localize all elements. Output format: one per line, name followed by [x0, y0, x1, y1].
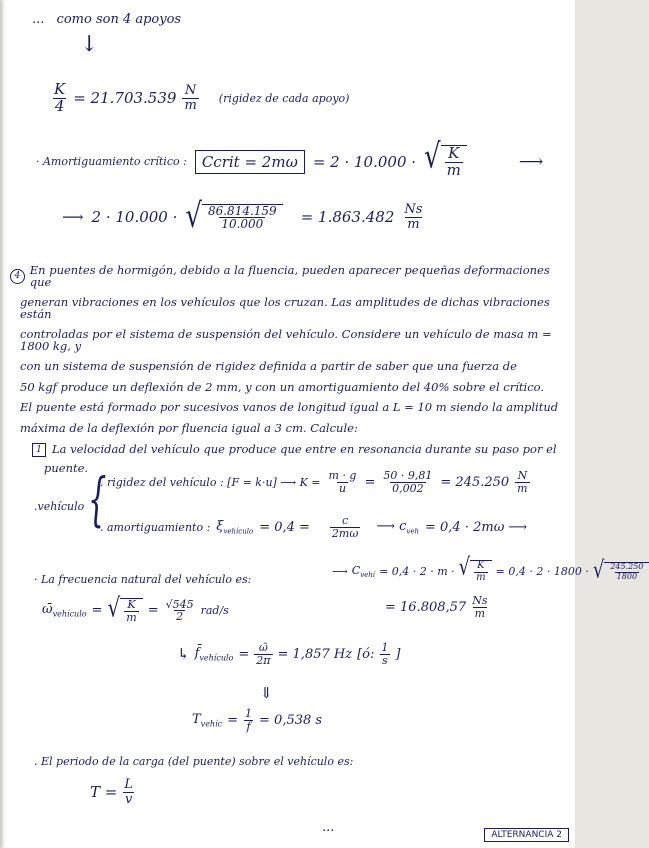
down-arrow: ↓ — [80, 32, 99, 57]
vehicle-damping-line — [100, 515, 527, 539]
freq-val: = 1,857 Hz — [277, 646, 353, 662]
question-1-line-2: puente. — [44, 461, 89, 475]
xi-val: = 0,4 = — [259, 519, 310, 535]
problem-line-6: El puente está formado por sucesivos vanos de longitud igual a L = 10 m siendo la amplitud — [20, 400, 559, 414]
load-period-den: v — [124, 791, 133, 807]
cveh-eq1: = 0,4 · 2 · m · — [379, 565, 455, 578]
cveh-sqrt2-num: 245.250 — [610, 562, 644, 572]
damping-crit-sqrt-den: m — [446, 160, 461, 179]
freq-bracket-close: ] — [395, 646, 401, 662]
period-T: T — [192, 711, 201, 727]
damping-crit-eq: = 2 · 10.000 · — [312, 152, 417, 171]
problem-statement — [10, 265, 565, 443]
c-vehicle-result — [385, 595, 489, 619]
freq-bracket-num: 1 — [381, 641, 389, 654]
damping-result-unit-den: m — [407, 216, 420, 232]
cveh-sqrt-num: K — [477, 560, 485, 571]
period-den: f — [246, 719, 251, 733]
freq-num: ω̄ — [258, 641, 268, 654]
cveh-eq2: = 0,4 · 2 · 1800 · — [495, 565, 589, 578]
damping-crit-sqrt-num: K — [448, 144, 460, 162]
load-period-label: . El periodo de la carga (del puente) sobre el vehículo es: — [34, 755, 354, 768]
omega-eq1: = — [91, 603, 103, 619]
problem-line-2: generan vibraciones en los vehículos que los cruzan. Las amplitudes de dichas vibraciones están — [20, 295, 550, 321]
cveh-unit-den: m — [474, 606, 486, 620]
header-line — [32, 12, 181, 27]
damping-result-unit-num: Ns — [404, 202, 423, 217]
freq-bracket-den: s — [382, 653, 388, 667]
rig-eq: = 245.250 — [440, 474, 510, 490]
stiff-num: K — [54, 80, 66, 98]
stiff-unit-den: m — [184, 97, 197, 113]
header-dots: ... — [32, 12, 45, 27]
problem-line-5: 50 kgf produce un deflexión de 2 mm, y con un amortiguamiento del 40% sobre el crítico. — [20, 379, 545, 394]
freq-den: 2π — [256, 653, 271, 667]
vehicle-rigidity-label: . rigidez del vehículo : [F = k·u] ⟶ K = — [100, 475, 321, 489]
vehicle-rigidity-line: . rigidez del vehículo : [F = k·u] ⟶ K = $\frac{m \cdot g}{u}$ = $\frac{50 \cdot 9,81}{0,002}$ = 245.250 $\frac{N}{m}$ — [100, 469, 528, 495]
cveh-sub: vehí — [360, 571, 376, 580]
omega-sub: vehículo — [52, 609, 87, 619]
omega-sqrt-den: m — [126, 610, 137, 624]
footer-label: ALTERNANCIA 2 — [484, 828, 569, 842]
problem-line-4: con un sistema de suspensión de rigidez definida a partir de saber que una fuerza de — [20, 359, 517, 373]
omega-unit: rad/s — [200, 604, 229, 618]
load-period-T: T = — [90, 783, 118, 802]
rig-frac2-den: 0,002 — [392, 481, 424, 495]
cveh-arrow: ⟶ — [332, 565, 348, 578]
damping-result-line: ⟶ 2 · 10.000 · √ $\frac{86.814.159}{10.000}$ = 1.863.482 $\frac{Ns}{m}$ — [62, 196, 423, 236]
stiff-unit-num: N — [184, 83, 197, 99]
question-1-line-1: La velocidad del vehículo que produce que entre en resonancia durante su paso por el — [52, 442, 557, 457]
damping-crit-label: · Amortiguamiento crítico : — [36, 155, 187, 169]
header-text: como son 4 apoyos — [56, 12, 182, 27]
period-eq: = — [227, 712, 239, 728]
amort-frac-num: c — [342, 514, 349, 527]
omega-line: $\omegā_{vehículo}$ = √ $\frac{K}{m}$ = $\frac{√545}{2}$ rad/s — [42, 591, 229, 624]
xi-sub: vehículo — [223, 527, 254, 536]
period-vehicle-line — [192, 708, 322, 732]
load-period-eq — [90, 778, 135, 806]
period-val: = 0,538 s — [259, 712, 323, 728]
amort-result-sub: veh — [406, 527, 419, 536]
freq-bracket: [ó: — [357, 646, 375, 662]
damping-crit-boxed: Ccrit = 2mω — [195, 150, 305, 174]
freq-symbol: f̄ — [194, 645, 200, 661]
amort-result: ⟶ c — [376, 518, 407, 534]
problem-line-3: controladas por el sistema de suspensión del vehículo. Considere un vehículo de masa m = 1800 kg, y — [20, 327, 552, 353]
damping-result-eq: = 1.863.482 — [300, 208, 395, 227]
period-num: 1 — [245, 707, 253, 720]
cveh-label: C — [351, 563, 361, 577]
stiff-den: 4 — [54, 96, 65, 115]
damping-result-sqrt-num: 86.814.159 — [207, 203, 277, 218]
question-1-number: 1 — [32, 443, 46, 457]
problem-line-7: máxima de la deflexión por fluencia igual a 3 cm. Calcule: — [20, 420, 358, 435]
omega-frac-num: √545 — [165, 597, 194, 611]
freq-sub: vehículo — [199, 653, 234, 663]
rig-unit-num: N — [517, 469, 528, 482]
freq-arrow: ↳ — [177, 645, 190, 664]
stiff-eq: = 21.703.539 — [73, 89, 177, 108]
period-T-sub: vehíc — [200, 719, 223, 729]
handwritten-page — [2, 0, 644, 848]
page-edge-shadow — [2, 0, 6, 848]
cveh-sqrt2-den: 1800 — [616, 571, 638, 581]
frequency-line — [177, 642, 400, 666]
problem-line-1: En puentes de hormigón, debido a la fluencia, pueden aparecer pequeñas deformaciones que — [29, 263, 550, 289]
cveh-unit-num: Ns — [472, 594, 488, 607]
problem-number: 4 — [10, 269, 25, 284]
omega-symbol: ω̄ — [42, 602, 53, 618]
footer-dots: ... — [322, 820, 335, 835]
cveh-result: = 16.808,57 — [385, 599, 467, 615]
rig-unit-den: m — [517, 481, 528, 495]
damping-result-sqrt-den: 10.000 — [221, 217, 264, 232]
vehicle-amort-label: . amortiguamiento : — [100, 520, 211, 534]
stiff-note: (rigidez de cada apoyo) — [218, 91, 350, 105]
amort-result-val: = 0,4 · 2mω ⟶ — [425, 519, 528, 535]
load-period-num: L — [124, 777, 133, 792]
stiffness-equation — [52, 82, 349, 115]
vehicle-label: .vehículo — [34, 500, 85, 513]
vehicle-brace: { — [88, 465, 107, 533]
amort-frac-den: 2mω — [331, 526, 359, 540]
c-vehicle-line: ⟶ $C_{vehí}$ = 0,4 · 2 · m · √ $\frac{K}{m}$ = 0,4 · 2 · 1800 · √ $\frac{245.250}{1800}$ — [332, 560, 649, 583]
natural-freq-label: · La frecuencia natural del vehículo es: — [34, 573, 252, 586]
omega-frac-den: 2 — [176, 610, 184, 624]
damping-crit-arrow: ⟶ — [518, 151, 544, 172]
damping-result-arrow: ⟶ — [62, 208, 84, 227]
cveh-sqrt-den: m — [476, 571, 486, 583]
omega-sqrt-num: K — [127, 598, 136, 611]
xi-symbol: ξ — [216, 518, 224, 534]
freq-eq: = — [238, 646, 250, 662]
omega-eq2: = — [147, 603, 159, 619]
rig-frac2-num: 50 · 9,81 — [383, 469, 433, 482]
implies-arrow: ⇓ — [260, 684, 273, 702]
rig-frac1-den: u — [338, 481, 347, 495]
damping-result-prefix: 2 · 10.000 · — [91, 208, 178, 227]
rig-frac1-num: m · g — [328, 469, 357, 482]
damping-critical-line: · Amortiguamiento crítico : Ccrit = 2mω = 2 · 10.000 · √ $\frac{K}{m}$ ⟶ — [36, 137, 544, 179]
